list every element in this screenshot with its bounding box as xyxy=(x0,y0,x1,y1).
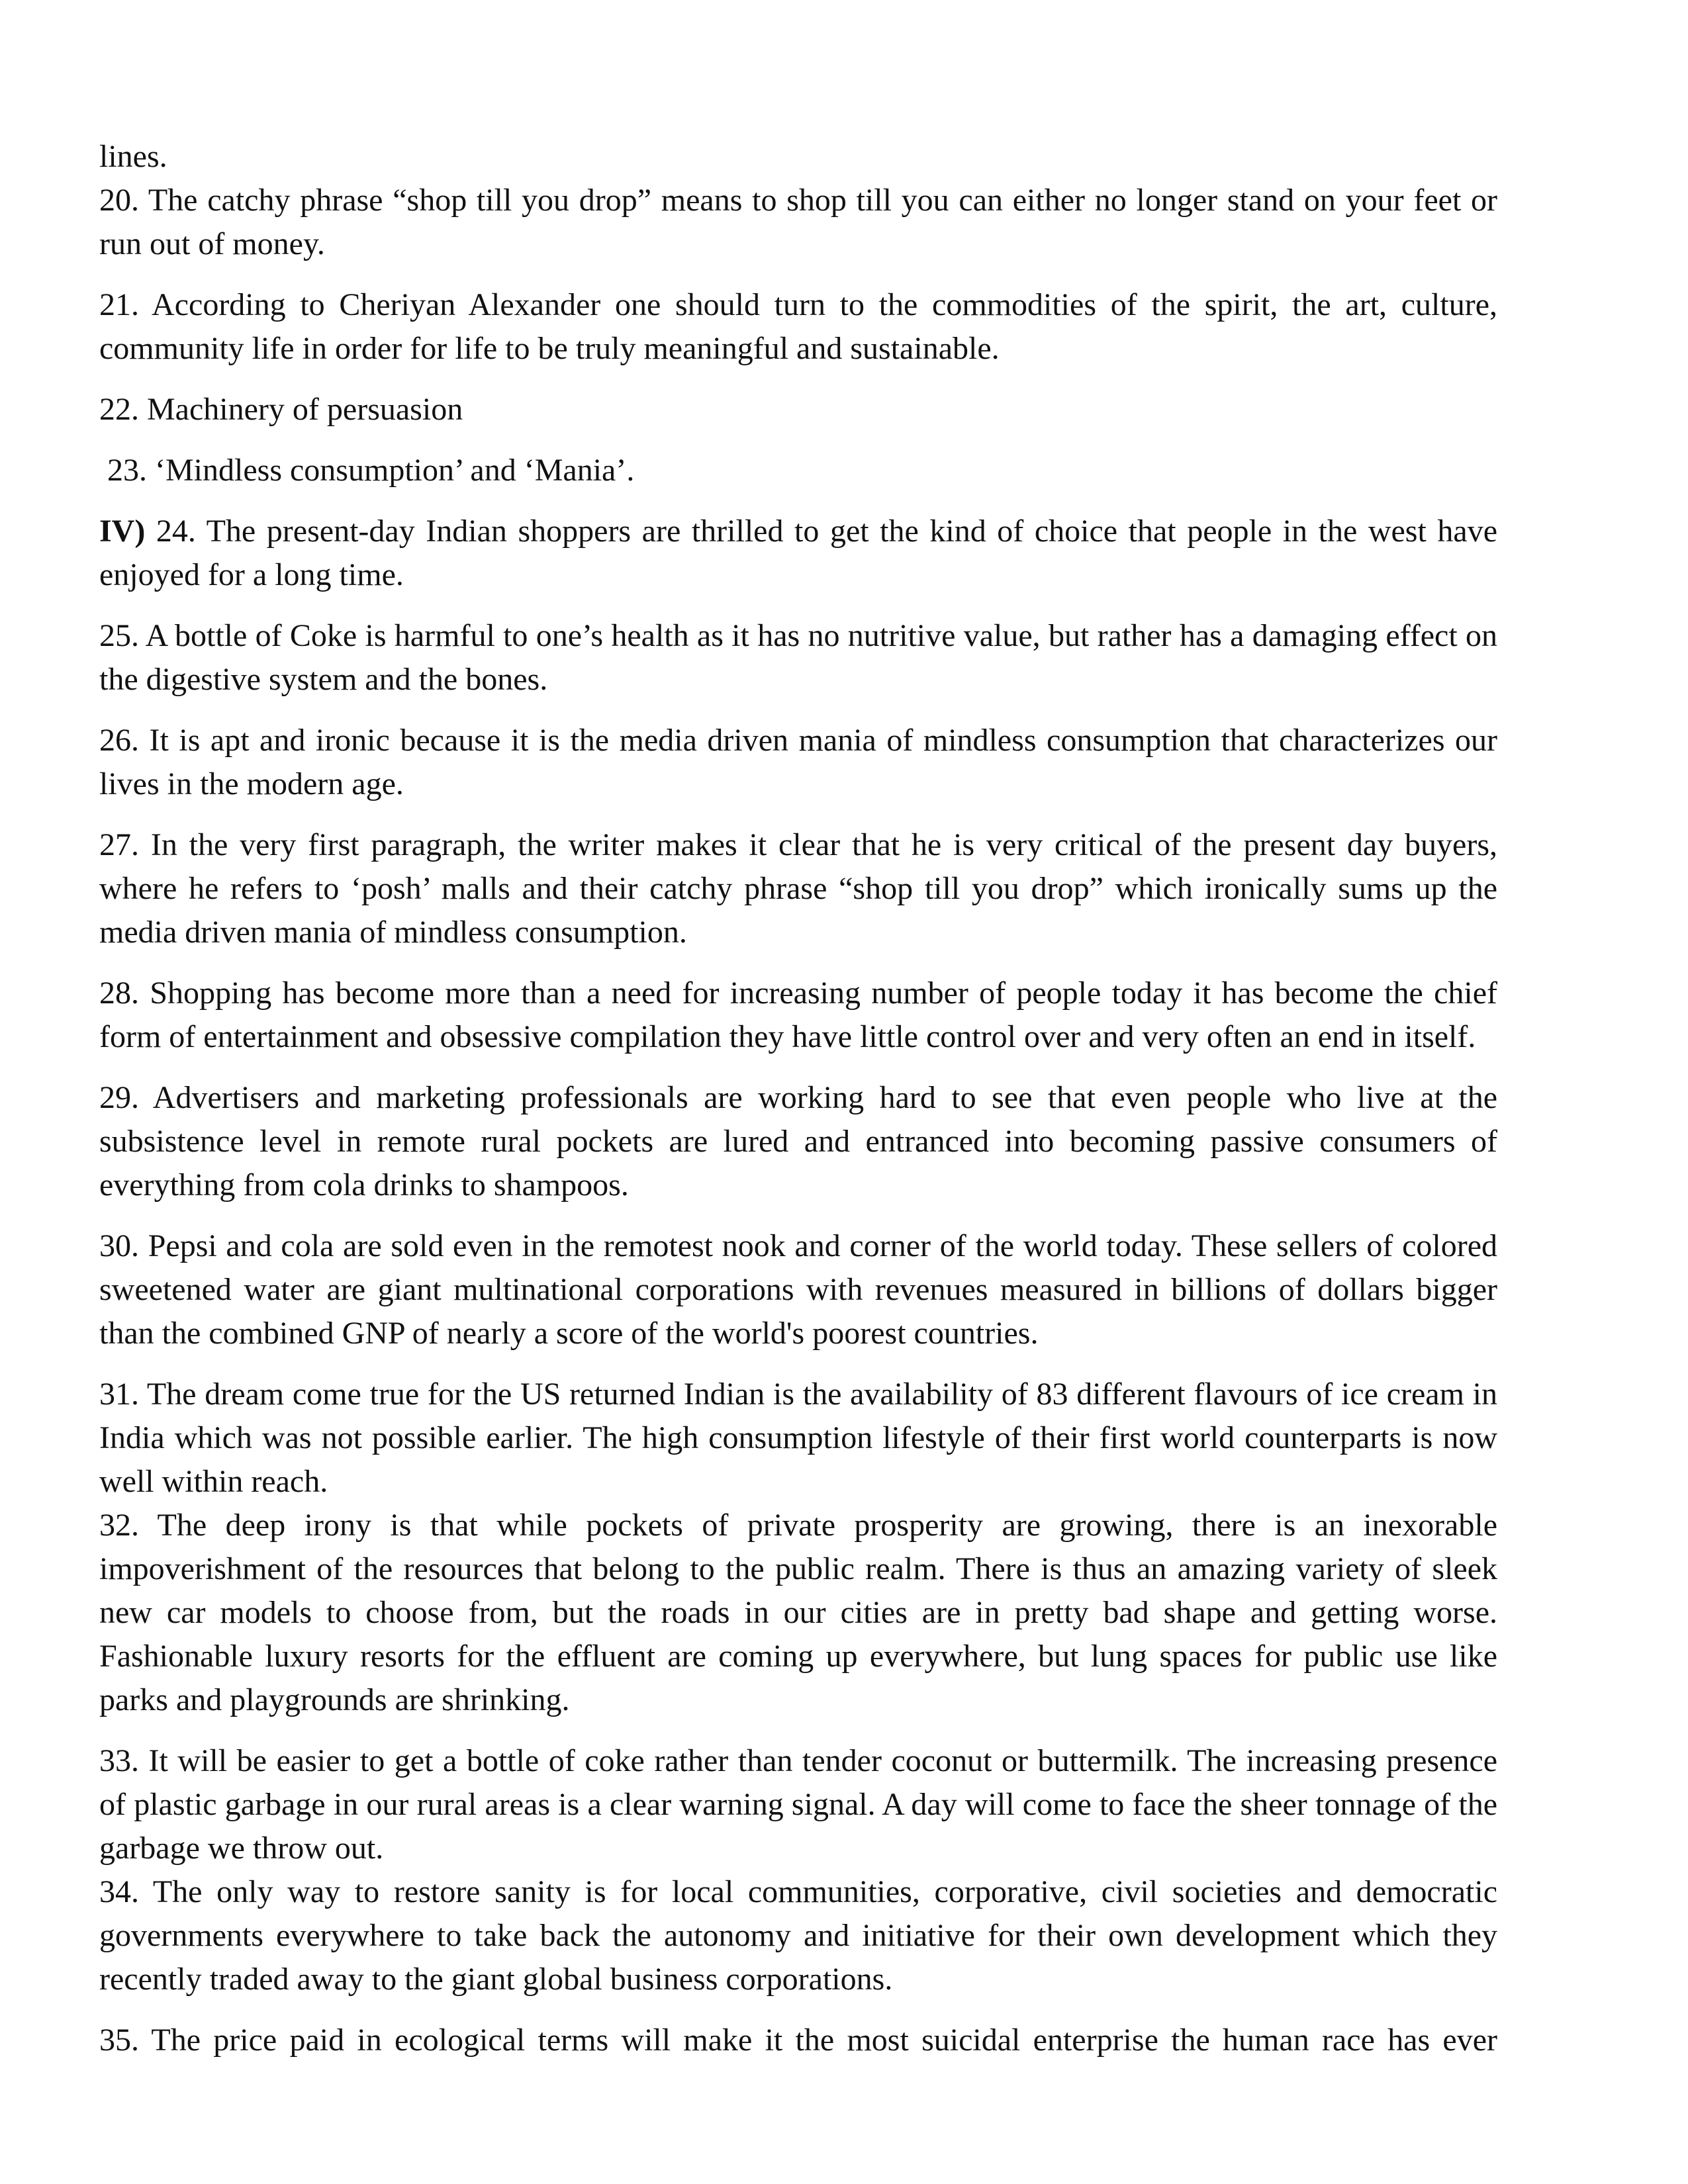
answer-28: 28. Shopping has become more than a need for increasing number of people today it has become the chief form of entertainment and obsessive compilation they have little control over and very often an end in itself. xyxy=(99,976,1497,1054)
answer-22: 22. Machinery of persuasion xyxy=(99,392,463,427)
answer-27: 27. In the very first paragraph, the writer makes it clear that he is very critical of the present day buyers, where he refers to ‘posh’ malls and their catchy phrase “shop till you drop” which ironically sums up the media driven mania of mindless consumption. xyxy=(99,827,1497,950)
answer-23: 23. ‘Mindless consumption’ and ‘Mania’. xyxy=(107,453,635,488)
answer-21: 21. According to Cheriyan Alexander one should turn to the commodities of the spirit, the art, culture, community life in order for life to be truly meaningful and sustainable. xyxy=(99,287,1497,366)
answer-25: 25. A bottle of Coke is harmful to one’s health as it has no nutritive value, but rather has a damaging effect on the digestive system and the bones. xyxy=(99,618,1497,697)
section-iv-label: IV) xyxy=(99,514,146,549)
answer-31: 31. The dream come true for the US returned Indian is the availability of 83 different flavours of ice cream in India which was not possible earlier. The high consumption lifestyle of their first world counterparts is now well within reach. xyxy=(99,1377,1497,1499)
answer-24-text: 24. The present-day Indian shoppers are thrilled to get the kind of choice that people in the west have enjoyed for a long time. xyxy=(99,514,1497,592)
answer-29: 29. Advertisers and marketing professionals are working hard to see that even people who live at the subsistence level in remote rural pockets are lured and entranced into becoming passive consumers of everything from cola drinks to shampoos. xyxy=(99,1080,1497,1203)
answer-24 xyxy=(99,510,1497,597)
fragment-line: lines. xyxy=(99,139,167,174)
answer-20: 20. The catchy phrase “shop till you drop” means to shop till you can either no longer stand on your feet or run out of money. xyxy=(99,183,1497,261)
answer-34: 34. The only way to restore sanity is for local communities, corporative, civil societies and democratic governments everywhere to take back the autonomy and initiative for their own development which they recently traded away to the giant global business corporations. xyxy=(99,1874,1497,1997)
answer-32: 32. The deep irony is that while pockets of private prosperity are growing, there is an inexorable impoverishment of the resources that belong to the public realm. There is thus an amazing variety of sleek new car models to choose from, but the roads in our cities are in pretty bad shape and getting worse. Fashionable luxury resorts for the effluent are coming up everywhere, but lung spaces for public use like parks and playgrounds are shrinking. xyxy=(99,1508,1497,1717)
answer-35: 35. The price paid in ecological terms will make it the most suicidal enterprise the human race has ever xyxy=(99,2023,1497,2058)
answer-30: 30. Pepsi and cola are sold even in the remotest nook and corner of the world today. These sellers of colored sweetened water are giant multinational corporations with revenues measured in billions of dollars bigger than the combined GNP of nearly a score of the world's poorest countries. xyxy=(99,1228,1497,1351)
answer-26: 26. It is apt and ironic because it is the media driven mania of mindless consumption that characterizes our lives in the modern age. xyxy=(99,723,1497,801)
answer-33: 33. It will be easier to get a bottle of coke rather than tender coconut or buttermilk. The increasing presence of plastic garbage in our rural areas is a clear warning signal. A day will come to face the sheer tonnage of the garbage we throw out. xyxy=(99,1743,1497,1866)
document-page xyxy=(99,135,1497,2062)
